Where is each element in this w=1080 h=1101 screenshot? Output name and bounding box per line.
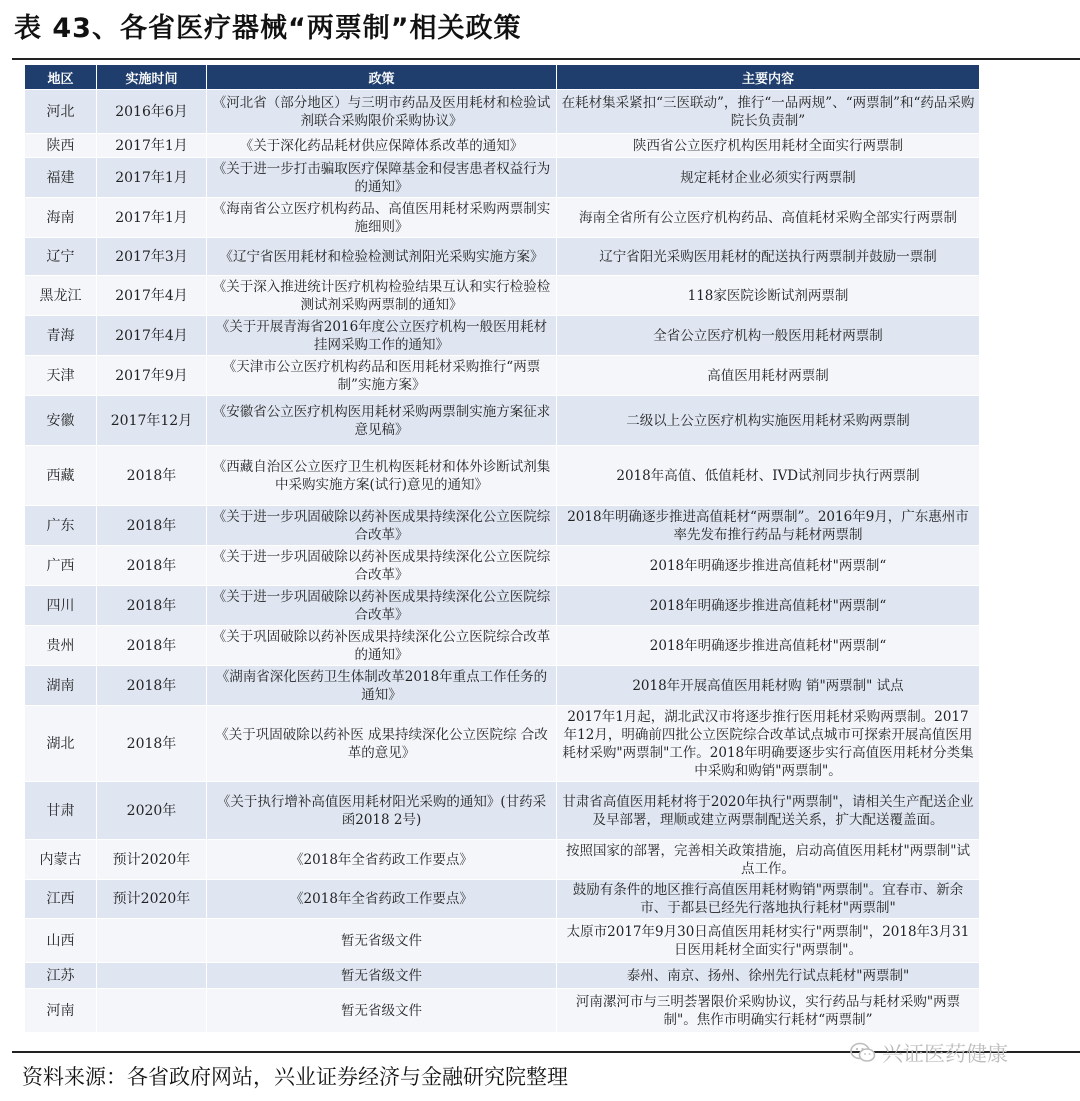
cell-time: 2018年 [97, 586, 207, 626]
table-row [25, 989, 980, 1033]
cell-time: 2017年1月 [97, 158, 207, 198]
table-row [25, 880, 980, 919]
cell-policy: 《辽宁省医用耗材和检验检测试剂阳光采购实施方案》 [207, 238, 557, 276]
cell-content: 全省公立医疗机构一般医用耗材两票制 [557, 316, 980, 356]
cell-policy: 《关于进一步巩固破除以药补医成果持续深化公立医院综合改革》 [207, 586, 557, 626]
cell-region: 陕西 [25, 134, 97, 158]
cell-policy: 《关于进一步巩固破除以药补医成果持续深化公立医院综合改革》 [207, 546, 557, 586]
cell-time: 2018年 [97, 666, 207, 706]
cell-policy: 《关于深入推进统计医疗机构检验结果互认和实行检验检测试剂采购两票制的通知》 [207, 276, 557, 316]
cell-policy: 《湖南省深化医药卫生体制改革2018年重点工作任务的通知》 [207, 666, 557, 706]
cell-content: 2018年明确逐步推进高值耗材“两票制”。2016年9月，广东惠州市率先发布推行药品与耗材两票制 [557, 506, 980, 546]
cell-policy: 《关于进一步巩固破除以药补医成果持续深化公立医院综合改革》 [207, 506, 557, 546]
cell-policy: 暂无省级文件 [207, 963, 557, 989]
table-row [25, 546, 980, 586]
table-row [25, 316, 980, 356]
cell-policy: 暂无省级文件 [207, 989, 557, 1033]
cell-region: 河北 [25, 90, 97, 134]
cell-time: 2017年1月 [97, 134, 207, 158]
cell-policy: 《河北省（部分地区）与三明市药品及医用耗材和检验试剂联合采购限价采购协议》 [207, 90, 557, 134]
cell-policy: 《关于巩固破除以药补医成果持续深化公立医院综合改革的通知》 [207, 626, 557, 666]
cell-content: 陕西省公立医疗机构医用耗材全面实行两票制 [557, 134, 980, 158]
source-note: 资料来源：各省政府网站，兴业证券经济与金融研究院整理 [22, 1065, 568, 1089]
cell-time: 2018年 [97, 446, 207, 506]
cell-time: 2017年12月 [97, 396, 207, 446]
cell-time: 2017年3月 [97, 238, 207, 276]
cell-region: 湖南 [25, 666, 97, 706]
cell-time: 2018年 [97, 506, 207, 546]
cell-policy: 《关于巩固破除以药补医 成果持续深化公立医院综 合改革的意见》 [207, 706, 557, 782]
policy-table [24, 64, 980, 1033]
cell-policy: 《2018年全省药政工作要点》 [207, 840, 557, 880]
cell-region: 海南 [25, 198, 97, 238]
watermark-text: 兴证医药健康 [882, 1042, 1008, 1066]
cell-time [97, 963, 207, 989]
cell-region: 河南 [25, 989, 97, 1033]
cell-region: 湖北 [25, 706, 97, 782]
cell-policy: 《关于进一步打击骗取医疗保障基金和侵害患者权益行为的通知》 [207, 158, 557, 198]
cell-content: 2018年明确逐步推进高值耗材"两票制“ [557, 586, 980, 626]
title-divider [12, 58, 1080, 60]
cell-policy: 《天津市公立医疗机构药品和医用耗材采购推行“两票制”实施方案》 [207, 356, 557, 396]
cell-content: 按照国家的部署，完善相关政策措施，启动高值医用耗材"两票制"试点工作。 [557, 840, 980, 880]
cell-region: 江西 [25, 880, 97, 919]
table-row [25, 919, 980, 963]
table-row [25, 446, 980, 506]
cell-time [97, 989, 207, 1033]
cell-region: 辽宁 [25, 238, 97, 276]
cell-time: 2018年 [97, 546, 207, 586]
cell-content: 鼓励有条件的地区推行高值医用耗材购销"两票制"。宜春市、新余市、于都县已经先行落地执行耗材"两票制" [557, 880, 980, 919]
cell-region: 内蒙古 [25, 840, 97, 880]
cell-region: 安徽 [25, 396, 97, 446]
cell-time: 预计2020年 [97, 840, 207, 880]
column-header-region: 地区 [25, 65, 97, 90]
table-row [25, 198, 980, 238]
cell-time: 2020年 [97, 782, 207, 840]
cell-policy: 《关于开展青海省2016年度公立医疗机构一般医用耗材挂网采购工作的通知》 [207, 316, 557, 356]
cell-region: 天津 [25, 356, 97, 396]
cell-content: 海南全省所有公立医疗机构药品、高值耗材采购全部实行两票制 [557, 198, 980, 238]
cell-policy: 《关于深化药品耗材供应保障体系改革的通知》 [207, 134, 557, 158]
cell-region: 广东 [25, 506, 97, 546]
cell-time: 预计2020年 [97, 880, 207, 919]
cell-policy: 暂无省级文件 [207, 919, 557, 963]
cell-policy: 《西藏自治区公立医疗卫生机构医耗材和体外诊断试剂集中采购实施方案(试行)意见的通知》 [207, 446, 557, 506]
table-row [25, 782, 980, 840]
table-row [25, 666, 980, 706]
cell-region: 贵州 [25, 626, 97, 666]
table-row [25, 134, 980, 158]
table-row [25, 90, 980, 134]
cell-content: 2018年明确逐步推进高值耗材"两票制“ [557, 546, 980, 586]
cell-region: 西藏 [25, 446, 97, 506]
table-body [25, 90, 980, 1033]
cell-policy: 《关于执行增补高值医用耗材阳光采购的通知》(甘药采函2018 2号) [207, 782, 557, 840]
table-header-row [25, 65, 980, 90]
table-row [25, 158, 980, 198]
cell-policy: 《2018年全省药政工作要点》 [207, 880, 557, 919]
cell-content: 2018年开展高值医用耗材购 销"两票制" 试点 [557, 666, 980, 706]
cell-content: 2018年高值、低值耗材、IVD试剂同步执行两票制 [557, 446, 980, 506]
cell-policy: 《安徽省公立医疗机构医用耗材采购两票制实施方案征求意见稿》 [207, 396, 557, 446]
cell-policy: 《海南省公立医疗机构药品、高值医用耗材采购两票制实施细则》 [207, 198, 557, 238]
cell-content: 二级以上公立医疗机构实施医用耗材采购两票制 [557, 396, 980, 446]
cell-time: 2017年4月 [97, 276, 207, 316]
cell-content: 甘肃省高值医用耗材将于2020年执行"两票制"，请相关生产配送企业及早部署，理顺或建立两票制配送关系，扩大配送覆盖面。 [557, 782, 980, 840]
cell-region: 黑龙江 [25, 276, 97, 316]
table-row [25, 840, 980, 880]
cell-content: 辽宁省阳光采购医用耗材的配送执行两票制并鼓励一票制 [557, 238, 980, 276]
cell-region: 广西 [25, 546, 97, 586]
cell-region: 甘肃 [25, 782, 97, 840]
cell-content: 在耗材集采紧扣“三医联动”，推行“一品两规”、“两票制”和“药品采购院长负责制” [557, 90, 980, 134]
column-header-content: 主要内容 [557, 65, 980, 90]
cell-region: 江苏 [25, 963, 97, 989]
table-row [25, 626, 980, 666]
cell-content: 河南漯河市与三明荟署限价采购协议，实行药品与耗材采购"两票制"。焦作市明确实行耗材“两票制” [557, 989, 980, 1033]
cell-content: 2018年明确逐步推进高值耗材"两票制“ [557, 626, 980, 666]
cell-region: 青海 [25, 316, 97, 356]
cell-time: 2018年 [97, 626, 207, 666]
table-row [25, 356, 980, 396]
cell-time: 2016年6月 [97, 90, 207, 134]
cell-time: 2017年9月 [97, 356, 207, 396]
table-row [25, 706, 980, 782]
cell-time: 2018年 [97, 706, 207, 782]
cell-region: 四川 [25, 586, 97, 626]
table-title: 表 43、各省医疗器械“两票制”相关政策 [14, 13, 522, 44]
table-row [25, 238, 980, 276]
wechat-icon [850, 1042, 876, 1064]
cell-time: 2017年4月 [97, 316, 207, 356]
table-row [25, 586, 980, 626]
table-row [25, 963, 980, 989]
column-header-policy: 政策 [207, 65, 557, 90]
cell-content: 118家医院诊断试剂两票制 [557, 276, 980, 316]
table-row [25, 506, 980, 546]
cell-time [97, 919, 207, 963]
cell-time: 2017年1月 [97, 198, 207, 238]
cell-content: 高值医用耗材两票制 [557, 356, 980, 396]
cell-content: 泰州、南京、扬州、徐州先行试点耗材"两票制" [557, 963, 980, 989]
watermark [850, 1038, 1008, 1068]
column-header-time: 实施时间 [97, 65, 207, 90]
cell-content: 2017年1月起，湖北武汉市将逐步推行医用耗材采购两票制。2017年12月，明确前四批公立医院综合改革试点城市可探索开展高值医用耗材采购"两票制"工作。2018年明确要逐步实行高值医用耗材分类集中采购和购销"两票制"。 [557, 706, 980, 782]
cell-content: 规定耗材企业必须实行两票制 [557, 158, 980, 198]
cell-region: 福建 [25, 158, 97, 198]
table-row [25, 276, 980, 316]
table-row [25, 396, 980, 446]
cell-region: 山西 [25, 919, 97, 963]
cell-content: 太原市2017年9月30日高值医用耗材实行"两票制"，2018年3月31日医用耗材全面实行"两票制"。 [557, 919, 980, 963]
